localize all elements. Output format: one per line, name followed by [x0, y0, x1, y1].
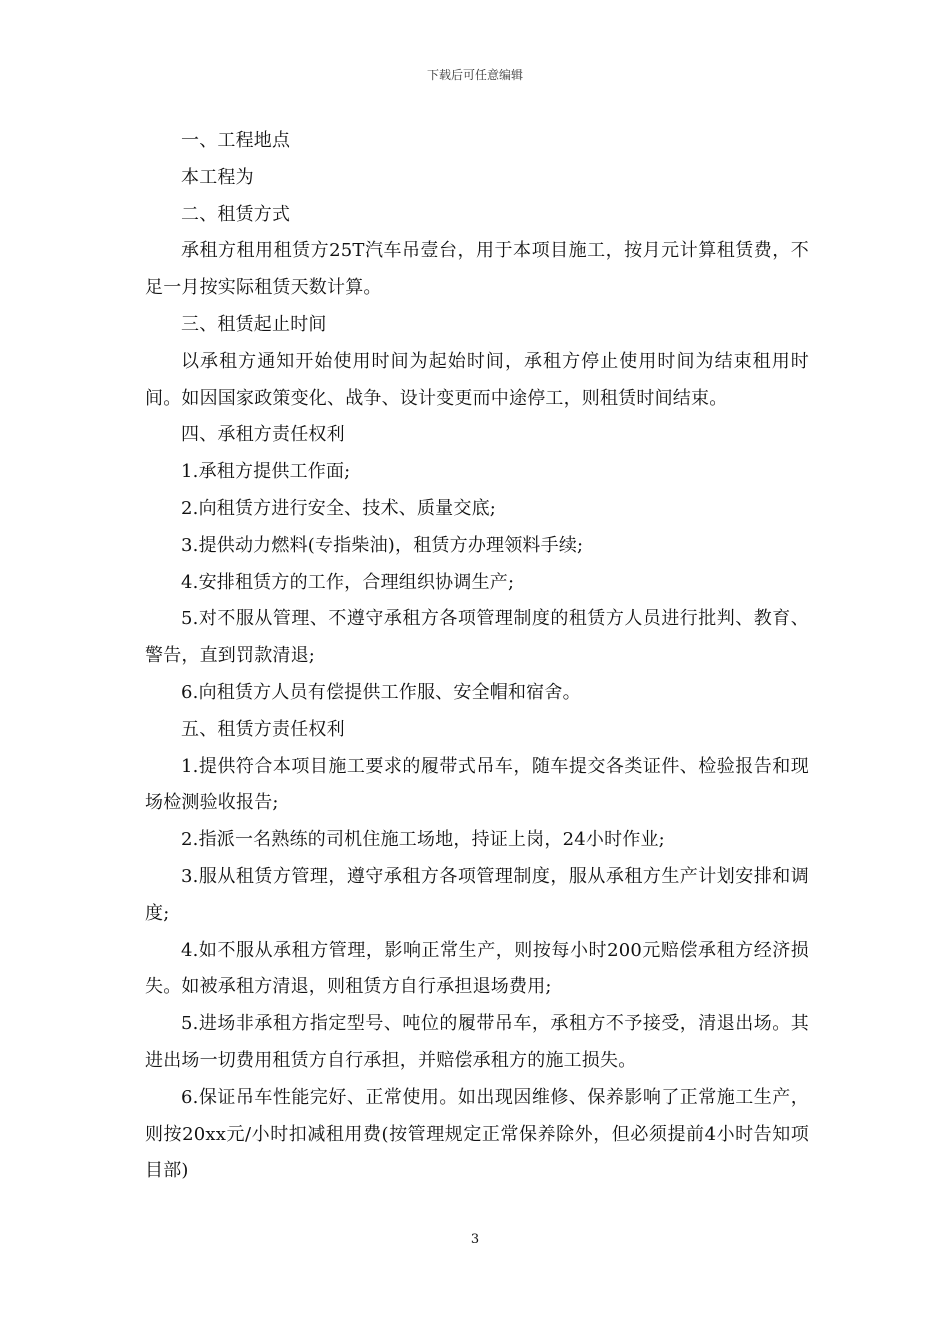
page-header-note: 下载后可任意编辑 — [426, 68, 523, 82]
list-item: 5.对不服从管理、不遵守承租方各项管理制度的租赁方人员进行批判、教育、警告，直到罚款清退; — [145, 608, 809, 667]
section-heading-lessor-duties: 五、租赁方责任权利 — [181, 718, 345, 740]
list-item: 4.如不服从承租方管理，影响正常生产，则按每小时200元赔偿承租方经济损失。如被承租方清退，则租赁方自行承担退场费用; — [145, 939, 809, 998]
section-heading-lease-period: 三、租赁起止时间 — [181, 313, 327, 335]
document-body — [145, 123, 809, 1190]
list-item: 5.进场非承租方指定型号、吨位的履带吊车，承租方不予接受，清退出场。其进出场一切费用租赁方自行承担，并赔偿承租方的施工损失。 — [145, 1013, 809, 1071]
list-item: 3.提供动力燃料(专指柴油)，租赁方办理领料手续; — [181, 534, 584, 556]
list-item: 3.服从租赁方管理，遵守承租方各项管理制度，服从承租方生产计划安排和调度; — [145, 865, 809, 924]
list-item: 2.向租赁方进行安全、技术、质量交底; — [181, 497, 497, 519]
paragraph-lease-method: 承租方租用租赁方25T汽车吊壹台，用于本项目施工，按月元计算租赁费，不足一月按实际租赁天数计算。 — [145, 240, 809, 299]
list-item: 6.向租赁方人员有偿提供工作服、安全帽和宿舍。 — [181, 681, 581, 703]
section-heading-lessee-duties: 四、承租方责任权利 — [181, 424, 345, 446]
list-item: 2.指派一名熟练的司机住施工场地，持证上岗，24小时作业; — [181, 829, 665, 851]
list-item: 1.提供符合本项目施工要求的履带式吊车，随车提交各类证件、检验报告和现场检测验收报告; — [145, 755, 809, 814]
section-heading-location: 一、工程地点 — [181, 130, 291, 151]
list-item: 1.承租方提供工作面; — [181, 461, 351, 483]
list-item: 6.保证吊车性能完好、正常使用。如出现因维修、保养影响了正常施工生产，则按20xx元/小时扣减租用费(按管理规定正常保养除外，但必须提前4小时告知项目部) — [145, 1086, 809, 1182]
list-item: 4.安排租赁方的工作，合理组织协调生产; — [181, 571, 515, 593]
section-heading-lease-method: 二、租赁方式 — [181, 203, 291, 225]
paragraph-project: 本工程为 — [181, 166, 254, 188]
paragraph-lease-period: 以承租方通知开始使用时间为起始时间，承租方停止使用时间为结束租用时间。如因国家政策变化、战争、设计变更而中途停工，则租赁时间结束。 — [145, 350, 809, 409]
page-number: 3 — [470, 1232, 480, 1247]
